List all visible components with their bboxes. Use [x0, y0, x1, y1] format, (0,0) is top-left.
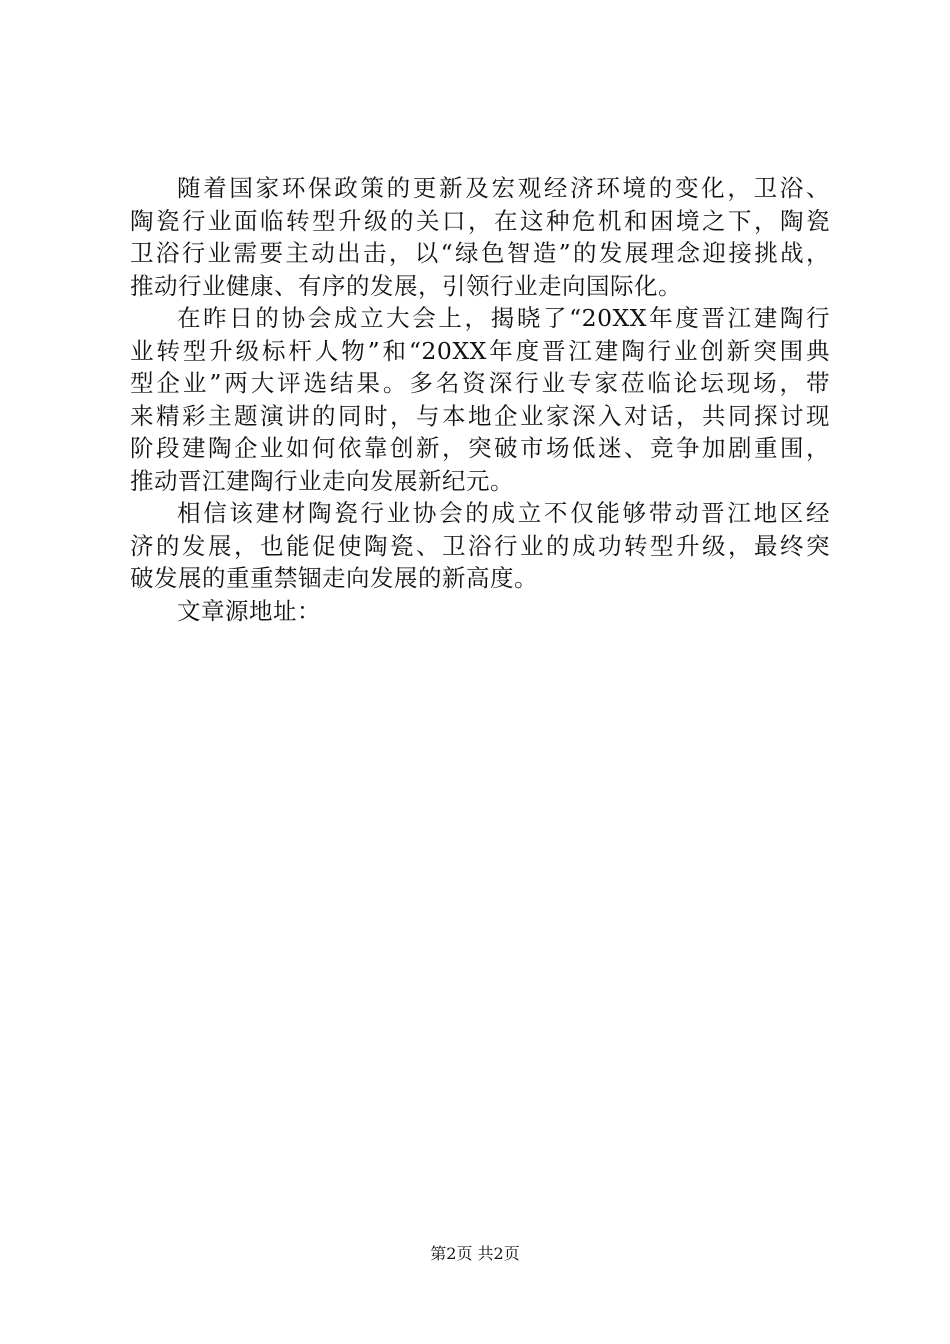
paragraph-2-line-2: 业转型升级标杆人物”和“20XX年度晋江建陶行业创新突围典 [130, 336, 830, 365]
paragraph-2-line-1: 在昨日的协会成立大会上，揭晓了“20XX年度晋江建陶行 [177, 304, 830, 332]
source-address-label: 文章源地址： [177, 596, 321, 625]
paragraph-1-line-2: 陶瓷行业面临转型升级的关口，在这种危机和困境之下，陶瓷 [130, 206, 830, 235]
paragraph-2-line-4: 来精彩主题演讲的同时，与本地企业家深入对话，共同探讨现 [130, 401, 830, 430]
page-number-footer: 第2页 共2页 [430, 1244, 520, 1263]
paragraph-1-line-1: 随着国家环保政策的更新及宏观经济环境的变化，卫浴、 [177, 174, 830, 202]
paragraph-3-line-1: 相信该建材陶瓷行业协会的成立不仅能够带动晋江地区经 [177, 499, 830, 527]
paragraph-3-line-3: 破发展的重重禁锢走向发展的新高度。 [130, 564, 538, 592]
paragraph-2-line-6: 推动晋江建陶行业走向发展新纪元。 [130, 466, 514, 495]
document-body [130, 172, 830, 627]
paragraph-1-line-3: 卫浴行业需要主动出击，以“绿色智造”的发展理念迎接挑战， [130, 239, 830, 267]
paragraph-2-line-3: 型企业”两大评选结果。多名资深行业专家莅临论坛现场，带 [130, 369, 830, 397]
paragraph-3-line-2: 济的发展，也能促使陶瓷、卫浴行业的成功转型升级，最终突 [130, 531, 830, 560]
paragraph-2-line-5: 阶段建陶企业如何依靠创新，突破市场低迷、竞争加剧重围， [130, 434, 830, 462]
paragraph-1-line-4: 推动行业健康、有序的发展，引领行业走向国际化。 [130, 271, 682, 300]
